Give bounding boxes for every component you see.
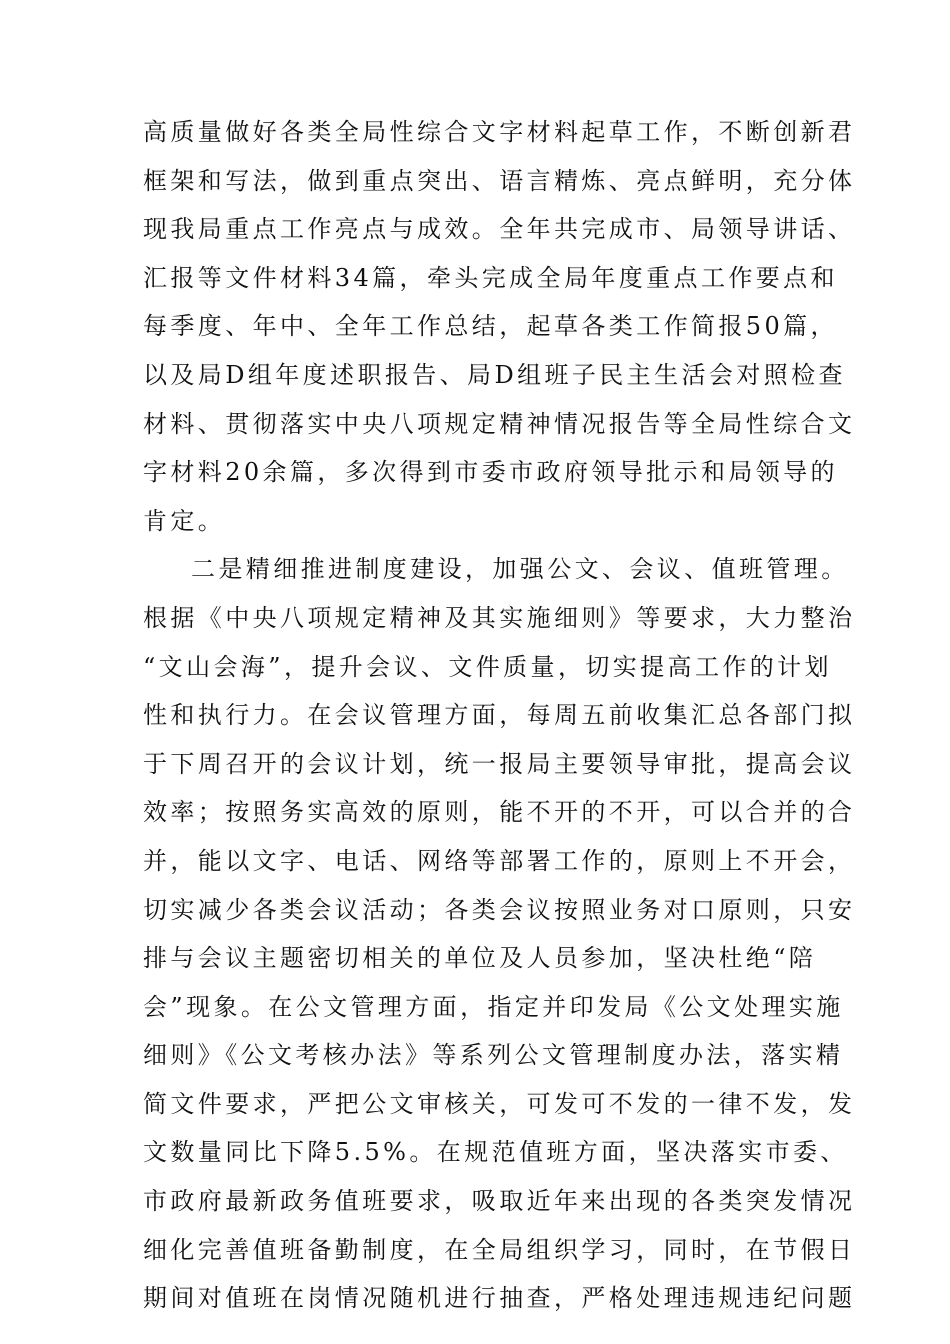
text-line: 文数量同比下降5.5%。在规范值班方面，坚决落实市委、 (143, 1138, 848, 1167)
text-line: 材料、贯彻落实中央八项规定精神情况报告等全局性综合文 (143, 409, 856, 438)
text-line: “文山会海”，提升会议、文件质量，切实提高工作的计划 (143, 652, 832, 681)
text-line: 以及局D组年度述职报告、局D组班子民主生活会对照检查 (143, 360, 846, 389)
text-line: 于下周召开的会议计划，统一报局主要领导审批，提高会议 (143, 749, 856, 778)
text-line: 会”现象。在公文管理方面，指定并印发局《公文处理实施 (143, 992, 844, 1021)
text-line: 效率；按照务实高效的原则，能不开的不开，可以合并的合 (143, 798, 856, 827)
text-line: 期间对值班在岗情况随机进行抽查，严格处理违规违纪问题 (143, 1284, 856, 1313)
text-line: 现我局重点工作亮点与成效。全年共完成市、局领导讲话、 (143, 215, 856, 244)
text-line: 性和执行力。在会议管理方面，每周五前收集汇总各部门拟 (143, 701, 856, 730)
text-line: 简文件要求，严把公文审核关，可发可不发的一律不发，发 (143, 1089, 856, 1118)
text-line: 高质量做好各类全局性综合文字材料起草工作，不断创新君 (143, 118, 856, 146)
body-text (143, 108, 856, 1323)
paragraph-heading-line: 二是精细推进制度建设，加强公文、会议、值班管理。 (191, 555, 849, 584)
text-line: 切实减少各类会议活动；各类会议按照业务对口原则，只安 (143, 895, 856, 924)
text-line: 框架和写法，做到重点突出、语言精炼、亮点鲜明，充分体 (143, 166, 856, 195)
text-line: 并，能以文字、电话、网络等部署工作的，原则上不开会， (143, 846, 856, 875)
text-line: 根据《中央八项规定精神及其实施细则》等要求，大力整治 (143, 603, 856, 632)
text-line: 字材料20余篇，多次得到市委市政府领导批示和局领导的 (143, 458, 838, 487)
text-line: 汇报等文件材料34篇，牵头完成全局年度重点工作要点和 (143, 263, 838, 292)
text-line: 市政府最新政务值班要求，吸取近年来出现的各类突发情况 (143, 1187, 856, 1216)
text-line: 肯定。 (143, 506, 226, 535)
text-line: 每季度、年中、全年工作总结，起草各类工作简报50篇， (143, 312, 838, 341)
text-line: 排与会议主题密切相关的单位及人员参加，坚决杜绝“陪 (143, 944, 817, 973)
text-line: 细化完善值班备勤制度，在全局组织学习，同时，在节假日 (143, 1235, 856, 1264)
text-line: 细则》《公文考核办法》等系列公文管理制度办法，落实精 (143, 1041, 844, 1070)
